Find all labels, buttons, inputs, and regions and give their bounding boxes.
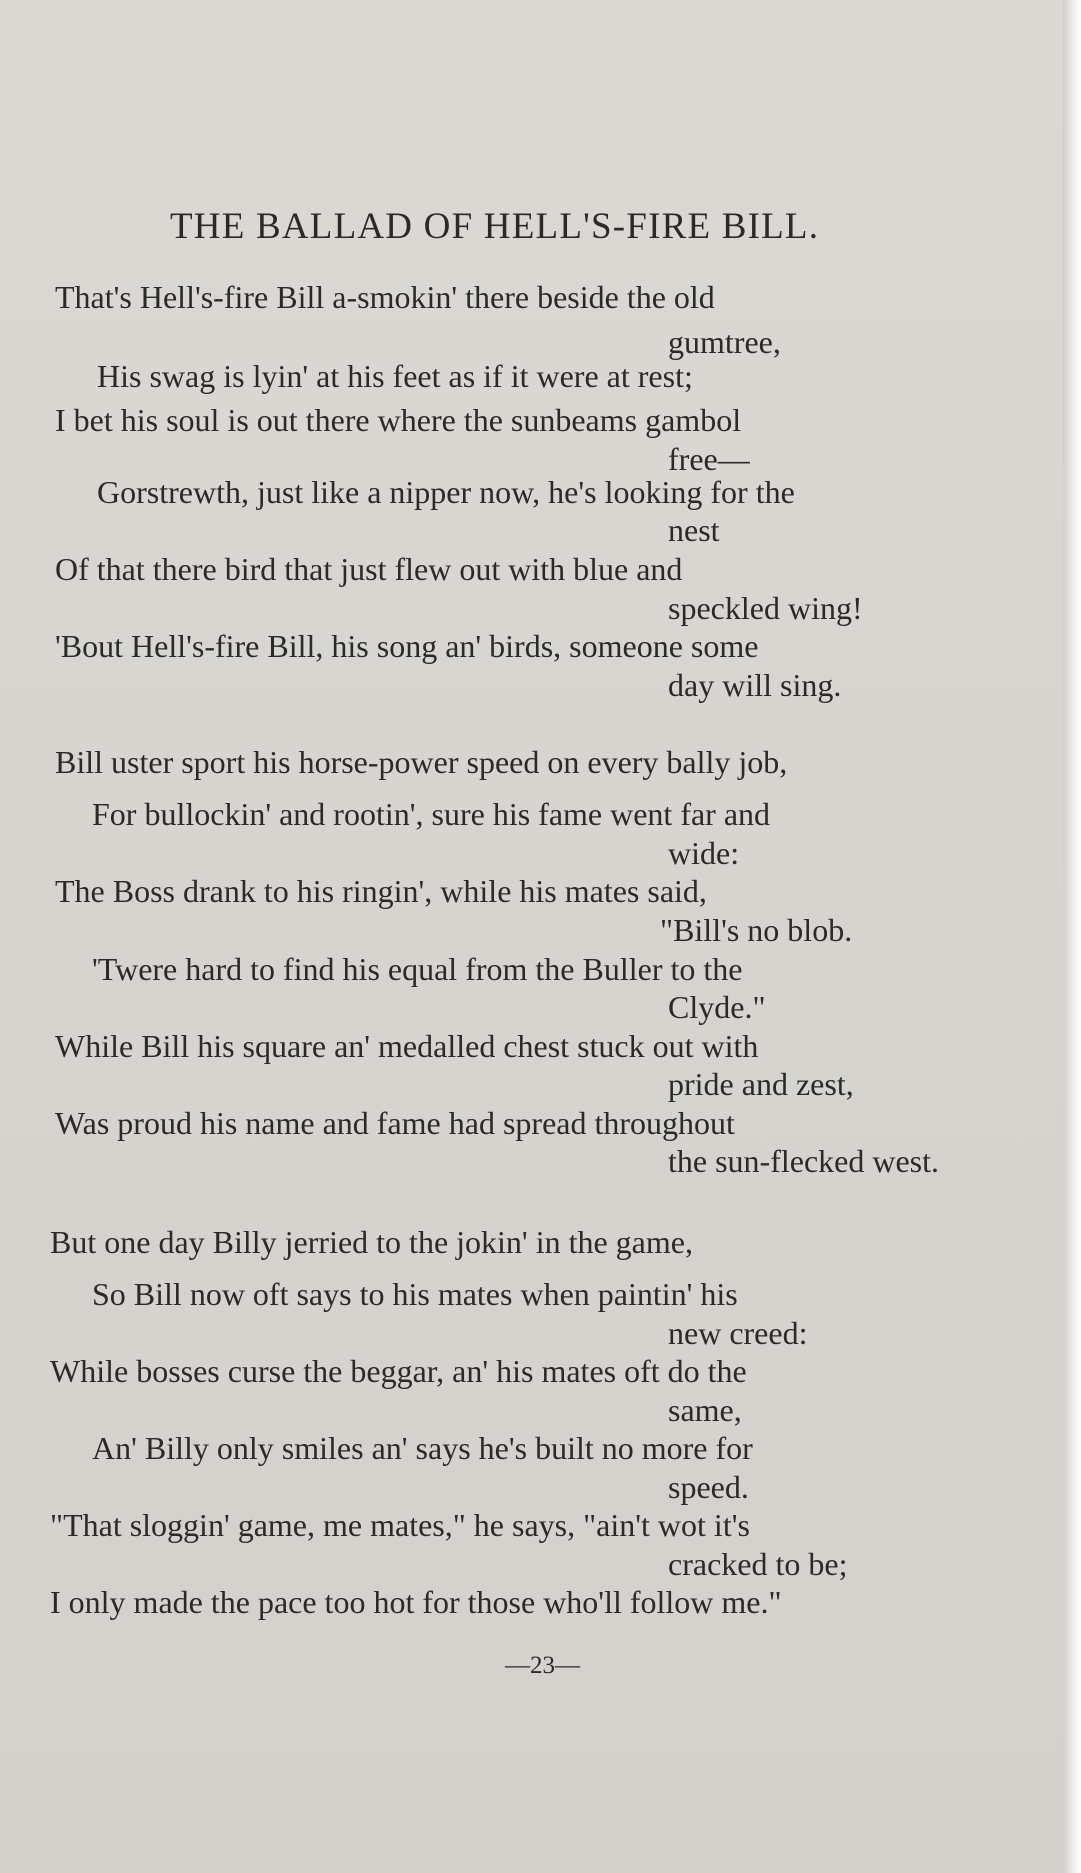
poem-line: While Bill his square an' medalled chest stuck out with <box>55 1028 759 1064</box>
poem-line: Gorstrewth, just like a nipper now, he's looking for the <box>97 474 795 510</box>
poem-line: An' Billy only smiles an' says he's built no more for <box>92 1430 753 1466</box>
poem-line: 'Twere hard to find his equal from the Buller to the <box>92 951 743 987</box>
poem-line: For bullockin' and rootin', sure his fame went far and <box>92 796 771 832</box>
poem-line: While bosses curse the beggar, an' his mates oft do the <box>50 1353 747 1389</box>
poem-line: But one day Billy jerried to the jokin' in the game, <box>50 1224 693 1260</box>
poem-line: the sun-flecked west. <box>668 1143 940 1179</box>
poem-title: THE BALLAD OF HELL'S-FIRE BILL. <box>170 206 820 247</box>
poem-line: "That sloggin' game, me mates," he says, "ain't wot it's <box>50 1507 750 1543</box>
poem-line: His swag is lyin' at his feet as if it were at rest; <box>97 358 693 394</box>
poem-line: day will sing. <box>668 667 842 703</box>
poem-line: The Boss drank to his ringin', while his mates said, <box>55 873 707 909</box>
poem-line: I only made the pace too hot for those who'll follow me." <box>50 1584 782 1620</box>
poem-line: "Bill's no blob. <box>660 912 853 948</box>
poem-line: 'Bout Hell's-fire Bill, his song an' birds, someone some <box>55 628 759 664</box>
poem-line: I bet his soul is out there where the sunbeams gambol <box>55 402 742 438</box>
page-number: —23— <box>505 1652 580 1679</box>
poem-line: gumtree, <box>668 324 781 360</box>
poem-line: So Bill now oft says to his mates when paintin' his <box>92 1276 738 1312</box>
poem-line: pride and zest, <box>668 1066 854 1102</box>
poem-line: Clyde." <box>668 989 766 1025</box>
poem-line: Of that there bird that just flew out with blue and <box>55 551 683 587</box>
poem-line: new creed: <box>668 1315 808 1351</box>
poem-line: free— <box>668 441 750 477</box>
poem-line: speed. <box>668 1469 749 1505</box>
poem-line: same, <box>668 1392 742 1428</box>
poem-line: cracked to be; <box>668 1546 848 1582</box>
poem-line: nest <box>668 512 720 548</box>
poem-line: Bill uster sport his horse-power speed on every bally job, <box>55 744 788 780</box>
poem-line: wide: <box>668 835 740 871</box>
poem-line: That's Hell's-fire Bill a-smokin' there beside the old <box>55 279 715 315</box>
poem-line: speckled wing! <box>668 590 863 626</box>
poem-line: Was proud his name and fame had spread throughout <box>55 1105 735 1141</box>
